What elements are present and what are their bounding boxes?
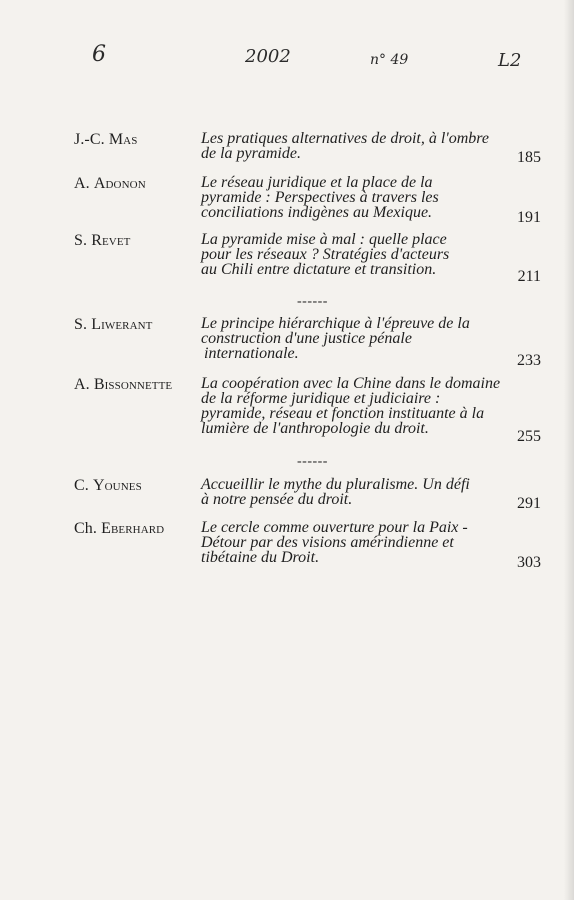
toc-author: [74, 131, 137, 149]
page-edge-shadow: [564, 0, 574, 900]
title-line: tibétaine du Droit.: [201, 549, 320, 566]
title-line: conciliations indigènes au Mexique.: [201, 204, 433, 221]
title-line: pour les réseaux ? Stratégies d'acteurs: [201, 246, 450, 263]
handwritten-page-number: 6: [92, 42, 106, 67]
title-line: pyramide : Perspectives à travers les: [201, 189, 439, 206]
separator: ------: [297, 294, 328, 309]
title-line: Les pratiques alternatives de droit, à l'ombre: [201, 130, 489, 147]
title-line: pyramide, réseau et fonction instituante à la: [201, 405, 485, 422]
title-line: au Chili entre dictature et transition.: [201, 261, 437, 278]
author-surname: Bissonnette: [93, 376, 173, 393]
title-line: Le cercle comme ouverture pour la Paix -: [201, 519, 468, 536]
toc-title: [201, 520, 516, 565]
title-line: Accueillir le mythe du pluralisme. Un défi: [201, 476, 470, 493]
toc-title: [201, 316, 516, 361]
toc-page-number: 211: [517, 268, 541, 285]
title-line: à notre pensée du droit.: [201, 491, 353, 508]
separator: ------: [297, 454, 328, 469]
title-line: internationale.: [204, 345, 299, 362]
toc-author: [74, 175, 146, 193]
toc-page-number: 303: [517, 554, 541, 571]
author-surname: Younes: [92, 477, 142, 494]
author-surname: Adonon: [93, 175, 146, 192]
handwritten-issue: n° 49: [370, 52, 409, 68]
author-initial: S.: [74, 316, 92, 333]
title-line: La pyramide mise à mal : quelle place: [201, 231, 447, 248]
toc-title: [201, 376, 516, 436]
author-surname: Eberhard: [101, 520, 165, 537]
author-initial: Ch.: [74, 520, 102, 537]
author-initial: A.: [74, 376, 94, 393]
toc-author: [74, 477, 142, 495]
author-surname: Liwerant: [91, 316, 153, 333]
author-initial: C.: [74, 477, 93, 494]
title-line: Le principe hiérarchique à l'épreuve de la: [201, 315, 470, 332]
toc-author: [74, 232, 130, 250]
title-line: construction d'une justice pénale: [201, 330, 412, 347]
title-line: Le réseau juridique et la place de la: [201, 174, 433, 191]
toc-author: [74, 376, 172, 394]
toc-title: [201, 477, 516, 507]
toc-title: [201, 232, 516, 277]
title-line: Détour par des visions amérindienne et: [201, 534, 454, 551]
handwritten-mark: L2: [498, 50, 522, 71]
author-initial: S.: [74, 232, 92, 249]
toc-page-number: 255: [517, 428, 541, 445]
title-line: de la pyramide.: [201, 145, 301, 162]
title-line: de la réforme juridique et judiciaire :: [201, 390, 441, 407]
toc-page-number: 233: [517, 352, 541, 369]
toc-page-number: 291: [517, 495, 541, 512]
author-initial: J.-C.: [74, 131, 109, 148]
toc-page-number: 185: [517, 149, 541, 166]
title-line: lumière de l'anthropologie du droit.: [201, 420, 429, 437]
toc-author: [74, 316, 153, 334]
author-initial: A.: [74, 175, 94, 192]
author-surname: Mas: [108, 131, 138, 148]
toc-author: [74, 520, 164, 538]
toc-title: [201, 131, 516, 161]
toc-page-number: 191: [517, 209, 541, 226]
handwritten-year: 2002: [245, 46, 291, 67]
toc-title: [201, 175, 516, 220]
author-surname: Revet: [91, 232, 131, 249]
title-line: La coopération avec la Chine dans le domaine: [201, 375, 501, 392]
